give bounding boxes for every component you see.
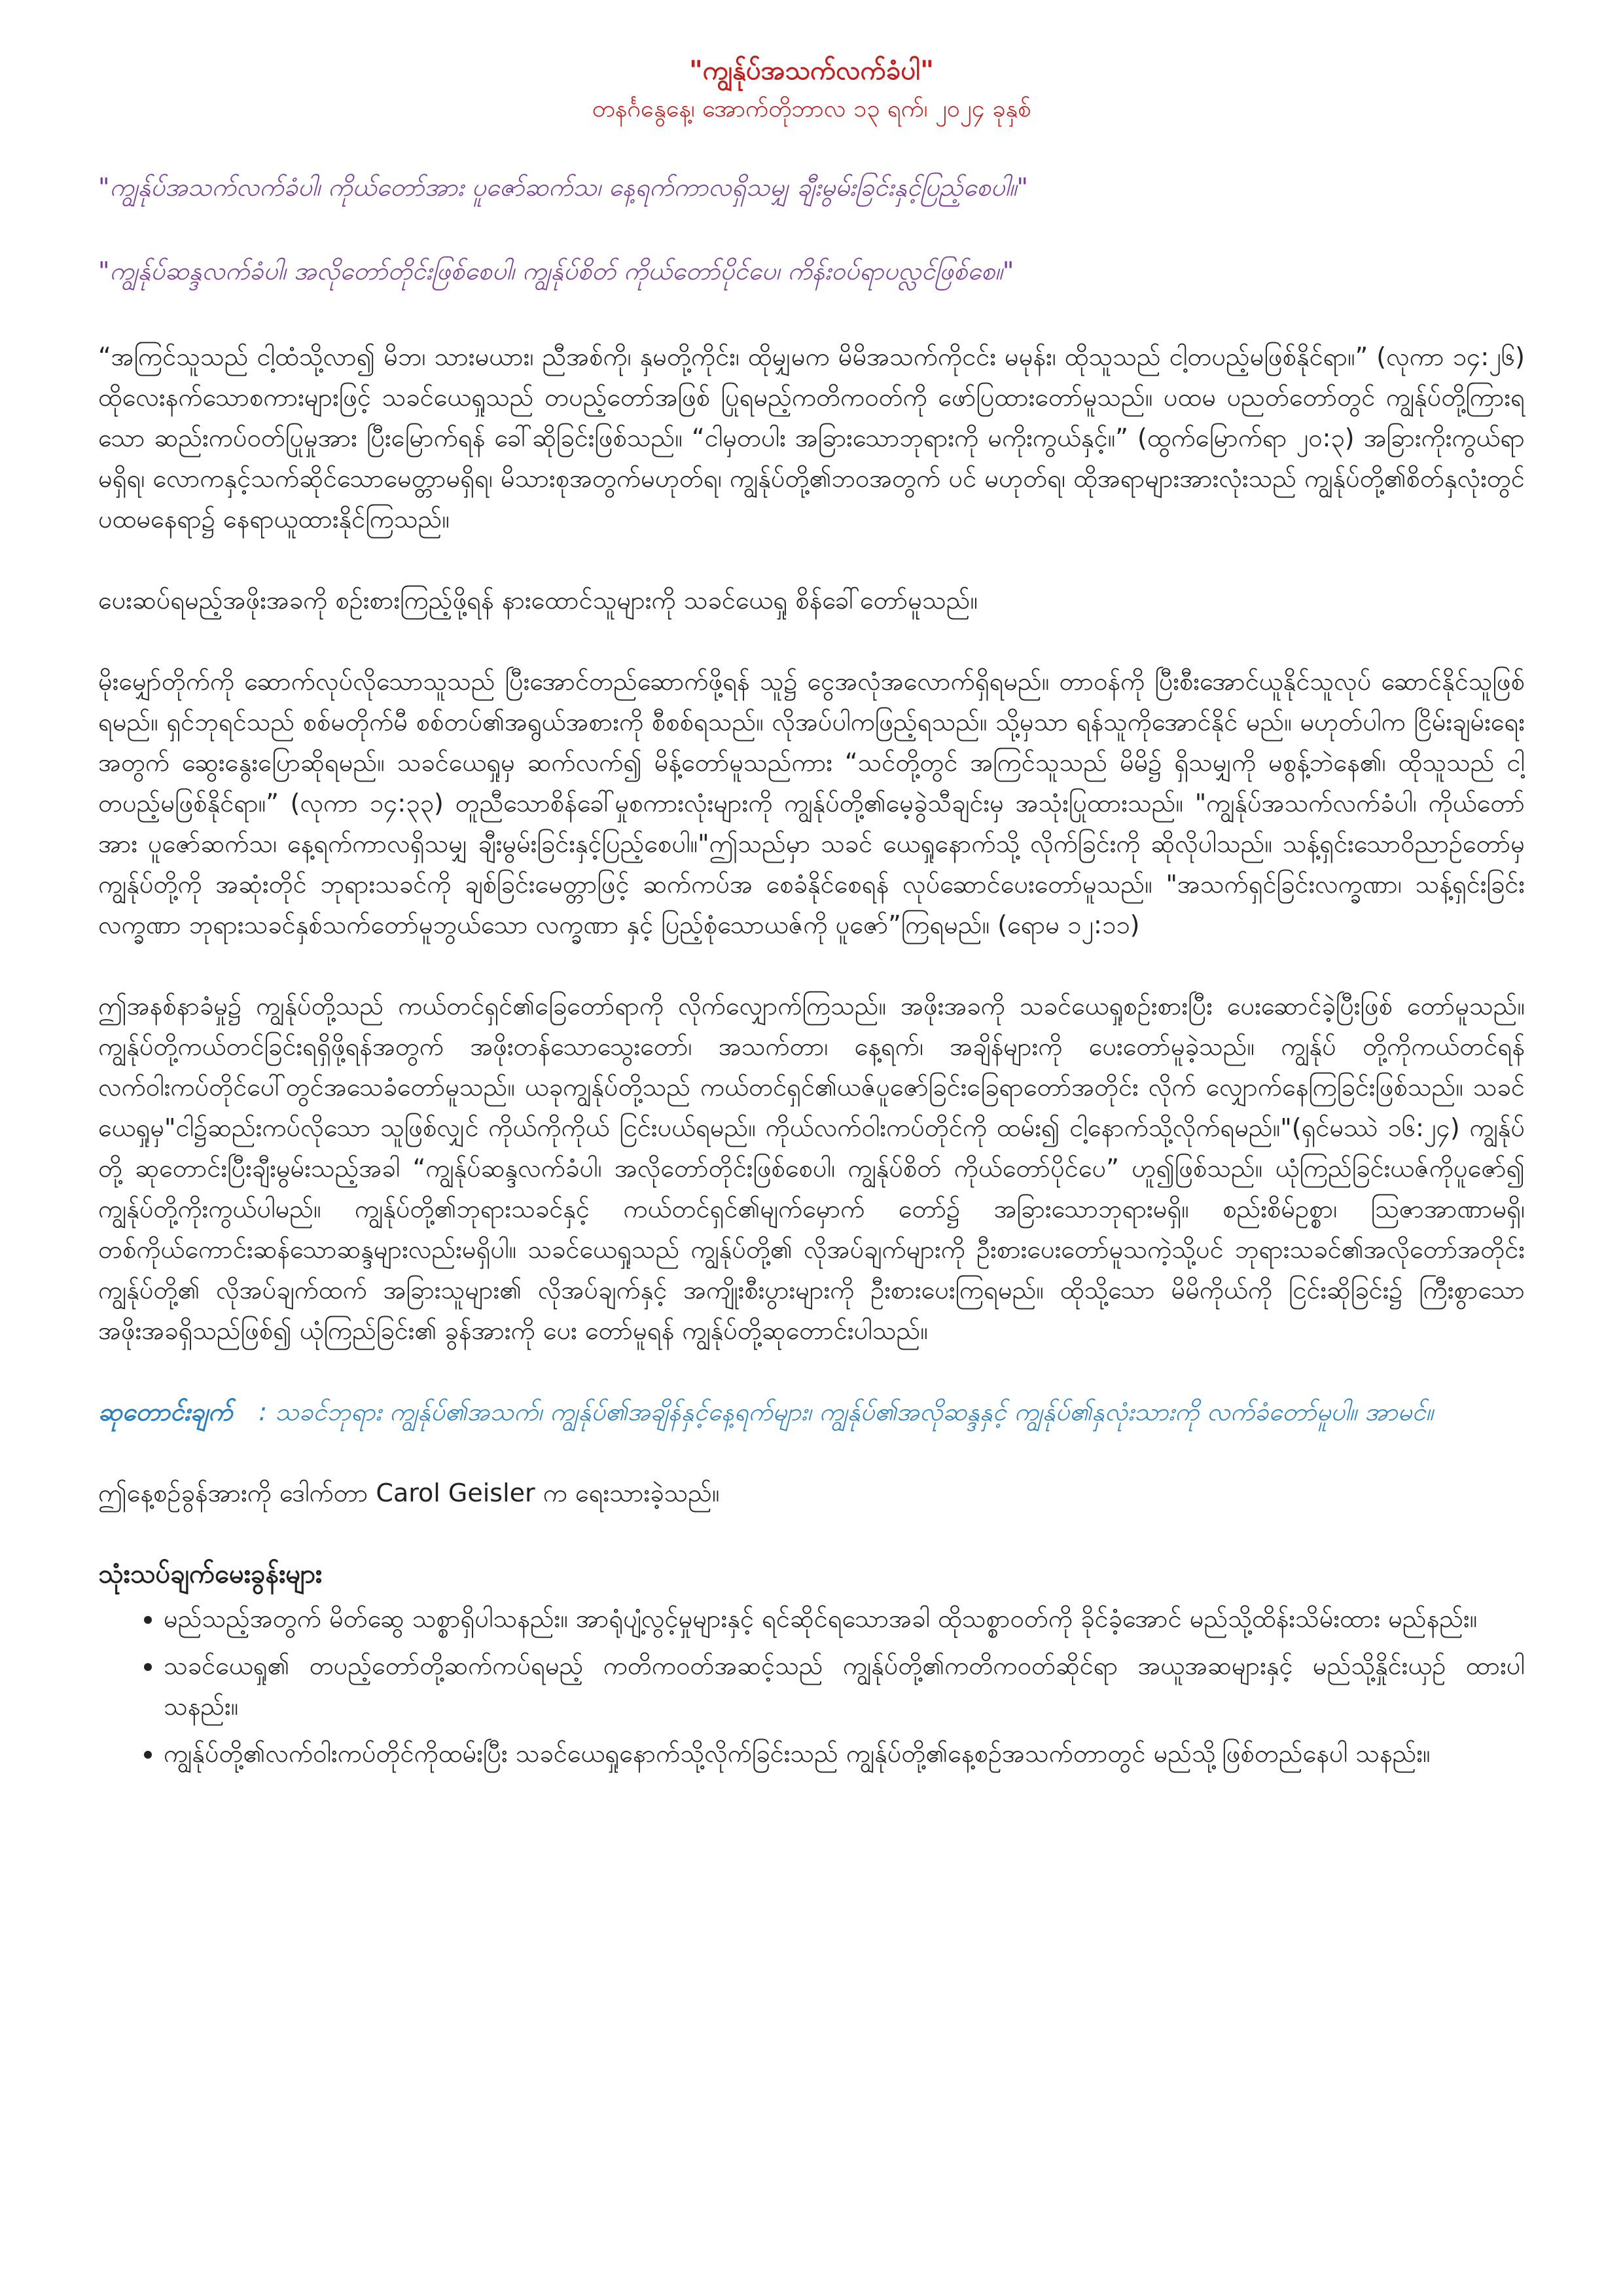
hymn-verse-2: "ကျွန်ုပ်ဆန္ဒလက်ခံပါ၊ အလိုတော်တိုင်းဖြစ်စေပါ၊ ကျွန်ုပ်စိတ် ကိုယ်တော်ပိုင်ပေ၊ ကိန်းဝပ်ရာပလ္လင်ဖြစ်စေ။" [98,257,1014,285]
questions-heading: သုံးသပ်ချက်မေးခွန်းများ [98,1559,323,1589]
body-paragraph-3: မိုးမျှော်တိုက်ကို ဆောက်လုပ်လိုသောသူသည် ပြီးအောင်တည်ဆောက်ဖို့ရန် သူ၌ ငွေအလုံအလောက်ရှိရမည်။ တာဝန်ကို ပြီးစီးအောင်ယူနိုင်သူလုပ် ဆောင်နိုင်သူဖြစ်ရမည်။ ရှင်ဘုရင်သည် စစ်မတိုက်မီ စစ်တပ်၏အရွယ်အစားကို စီစစ်ရသည်။ လိုအပ်ပါကဖြည့်ရသည်။ သို့မှသာ ရန်သူကိုအောင်နိုင် မည်။ မဟုတ်ပါက ငြိမ်းချမ်းရေးအတွက် ဆွေးနွေးပြောဆိုရမည်။ သခင်ယေရှုမှ ဆက်လက်၍ မိန့်တော်မူသည်ကား “သင်တို့တွင် အကြင်သူသည် မိမိ၌ ရှိသမျှကို မစွန့်ဘဲနေ၏၊ ထိုသူသည် ငါ့တပည့်မဖြစ်နိုင်ရာ။” (လုကာ ၁၄:၃၃) တူညီသောစိန်ခေါ်မှုစကားလုံးများကို ကျွန်ုပ်တို့၏မေ့ခွဲသီချင်းမှ အသုံးပြုထားသည်။ "ကျွန်ုပ်အသက်လက်ခံပါ၊ ကိုယ်တော်အား ပူဇော်ဆက်သ၊ နေ့ရက်ကာလရှိသမျှ ချီးမွမ်းခြင်းနှင့်ပြည့်စေပါ။"ဤသည်မှာ သခင် ယေရှုနောက်သို့ လိုက်ခြင်းကို ဆိုလိုပါသည်။ သန့်ရှင်းသောဝိညာဉ်တော်မှကျွန်ုပ်တို့ကို အဆုံးတိုင် ဘုရားသခင်ကို ချစ်ခြင်းမေတ္တာဖြင့် ဆက်ကပ်အ စေခံနိုင်စေရန် လုပ်ဆောင်ပေးတော်မူသည်။ "အသက်ရှင်ခြင်းလက္ခဏာ၊ သန့်ရှင်းခြင်းလက္ခဏာ ဘုရားသခင်နှစ်သက်တော်မူဘွယ်သော လက္ခဏာ နှင့် ပြည့်စုံသောယဇ်ကို ပူဇော်”ကြရမည်။ (ရောမ ၁၂:၁၁) [98,667,1525,939]
question-item: • ကျွန်ုပ်တို့၏လက်ဝါးကပ်တိုင်ကိုထမ်းပြီး သခင်ယေရှုနောက်သို့လိုက်ခြင်းသည် ကျွန်ုပ်တို့၏နေ့စဉ်အသက်တာတွင် မည်သို့ဖြစ်တည်နေပါ သနည်း။ [164,1733,1525,1774]
hymn-verse-1: "ကျွန်ုပ်အသက်လက်ခံပါ၊ ကိုယ်တော်အား ပူဇော်ဆက်သ၊ နေ့ရက်ကာလရှိသမျှ ချီးမွမ်းခြင်းနှင့်ပြည့်စေပါ။" [98,173,1029,202]
body-paragraph-1: “အကြင်သူသည် ငါ့ထံသို့လာ၍ မိဘ၊ သားမယား၊ ညီအစ်ကို၊ နှမတို့ကိုင်း၊ ထိုမျှမက မိမိအသက်ကိုငင်း မမုန်း၊ ထိုသူသည် ငါ့တပည့်မဖြစ်နိုင်ရာ။” (လုကာ ၁၄:၂၆) ထိုလေးနက်သောစကားများဖြင့် သခင်ယေရှုသည် တပည့်တော်အဖြစ် ပြုရမည့်ကတိကဝတ်ကို ဖော်ပြထားတော်မူသည်။ ပထမ ပညတ်တော်တွင် ကျွန်ုပ်တို့ကြားရသော ဆည်းကပ်ဝတ်ပြုမှုအား ပြီးမြောက်ရန် ခေါ်ဆိုခြင်းဖြစ်သည်။ “ငါမှတပါး အခြားသောဘုရားကို မကိုးကွယ်နှင့်။” (ထွက်မြောက်ရာ ၂၀:၃) အခြားကိုးကွယ်ရာမရှိရ၊ လောကနှင့်သက်ဆိုင်သောမေတ္တာမရှိရ၊ မိသားစုအတွက်မဟုတ်ရ၊ ကျွန်ုပ်တို့၏ဘဝအတွက် ပင် မဟုတ်ရ၊ ထိုအရာများအားလုံးသည် ကျွန်ုပ်တို့၏စိတ်နှလုံးတွင် ပထမနေရာ၌ နေရာယူထားနိုင်ကြသည်။ [98,342,1525,533]
body-paragraph-2: ပေးဆပ်ရမည့်အဖိုးအခကို စဉ်းစားကြည့်ဖို့ရန် နားထောင်သူများကို သခင်ယေရှု စိန်ခေါ်တော်မူသည်။ [98,586,978,615]
question-item: • သခင်ယေရှု၏ တပည့်တော်တို့ဆက်ကပ်ရမည့် ကတိကဝတ်အဆင့်သည် ကျွန်ုပ်တို့၏ကတိကဝတ်ဆိုင်ရာ အယူအဆများနှင့် မည်သို့နှိုင်းယှဉ် ထားပါသနည်း။ [164,1645,1525,1727]
prayer-text: : သခင်ဘုရား ကျွန်ုပ်၏အသက်၊ ကျွန်ုပ်၏အချိန်နှင့်နေ့ရက်များ၊ ကျွန်ုပ်၏အလိုဆန္ဒနှင့် ကျွန်ုပ်၏နှလုံးသားကို လက်ခံတော်မူပါ။ အာမင်။ [259,1397,1434,1426]
page-title: "ကျွန်ုပ်အသက်လက်ခံပါ" [688,56,935,86]
author-note: ဤနေ့စဉ်ခွန်အားကို ဒေါက်တာ Carol Geisler က ရေးသားခဲ့သည်။ [98,1479,720,1507]
prayer-block [98,1391,1525,1432]
prayer-label: ဆုတောင်းချက် [98,1397,233,1426]
question-item: • မည်သည့်အတွက် မိတ်ဆွေ သစ္စာရှိပါသနည်း။ အာရုံပျံ့လွင့်မှုများနှင့် ရင်ဆိုင်ရသောအခါ ထိုသစ္စာဝတ်ကို ခိုင်ခံ့အောင် မည်သို့ထိန်းသိမ်းထား မည်နည်း။ [164,1598,1525,1639]
date-line: တနင်္ဂနွေနေ့၊ အောက်တိုဘာလ ၁၃ ရက်၊ ၂၀၂၄ ခုနှစ် [592,96,1031,122]
body-paragraph-4: ဤအနစ်နာခံမှု၌ ကျွန်ုပ်တို့သည် ကယ်တင်ရှင်၏ခြေတော်ရာကို လိုက်လျှောက်ကြသည်။ အဖိုးအခကို သခင်ယေရှုစဉ်းစားပြီး ပေးဆောင်ခဲ့ပြီးဖြစ် တော်မူသည်။ ကျွန်ုပ်တို့ကယ်တင်ခြင်းရရှိဖို့ရန်အတွက် အဖိုးတန်သောသွေးတော်၊ အသက်တာ၊ နေ့ရက်၊ အချိန်များကို ပေးတော်မူခဲ့သည်။ ကျွန်ုပ် တို့ကိုကယ်တင်ရန် လက်ဝါးကပ်တိုင်ပေါ်တွင်အသေခံတော်မူသည်။ ယခုကျွန်ုပ်တို့သည် ကယ်တင်ရှင်၏ယဇ်ပူဇော်ခြင်းခြေရာတော်အတိုင်း လိုက် လျှောက်နေကြခြင်းဖြစ်သည်။ သခင်ယေရှုမှ"ငါ၌ဆည်းကပ်လိုသော သူဖြစ်လျှင် ကိုယ်ကိုကိုယ် ငြင်းပယ်ရမည်။ ကိုယ်လက်ဝါးကပ်တိုင်ကို ထမ်း၍ ငါ့နောက်သို့လိုက်ရမည်။"(ရှင်မဿဲ ၁၆:၂၄) ကျွန်ုပ်တို့ ဆုတောင်းပြီးချီးမွမ်းသည့်အခါ “ကျွန်ုပ်ဆန္ဒလက်ခံပါ၊ အလိုတော်တိုင်းဖြစ်စေပါ၊ ကျွန်ုပ်စိတ် ကိုယ်တော်ပိုင်ပေ” ဟူ၍ဖြစ်သည်။ ယုံကြည်ခြင်းယဇ်ကိုပူဇော်၍ ကျွန်ုပ်တို့ကိုးကွယ်ပါမည်။ ကျွန်ုပ်တို့၏ဘုရားသခင်နှင့် ကယ်တင်ရှင်၏မျက်မှောက် တော်၌ အခြားသောဘုရားမရှိ။ စည်းစိမ်ဥစ္စာ၊ ဩဇာအာဏာမရှိ၊ တစ်ကိုယ်ကောင်းဆန်သောဆန္ဒများလည်းမရှိပါ။ သခင်ယေရှုသည် ကျွန်ုပ်တို့၏ လိုအပ်ချက်များကို ဦးစားပေးတော်မူသကဲ့သို့ပင် ဘုရားသခင်၏အလိုတော်အတိုင်း ကျွန်ုပ်တို့၏ လိုအပ်ချက်ထက် အခြားသူများ၏ လိုအပ်ချက်နှင့် အကျိုးစီးပွားများကို ဦးစားပေးကြရမည်။ ထိုသို့သော မိမိကိုယ်ကို ငြင်းဆိုခြင်း၌ ကြီးစွာသောအဖိုးအခရှိသည်ဖြစ်၍ ယုံကြည်ခြင်း၏ ခွန်အားကို ပေး တော်မူရန် ကျွန်ုပ်တို့ဆုတောင်းပါသည်။ [98,992,1525,1345]
questions-list [98,1598,1525,1774]
